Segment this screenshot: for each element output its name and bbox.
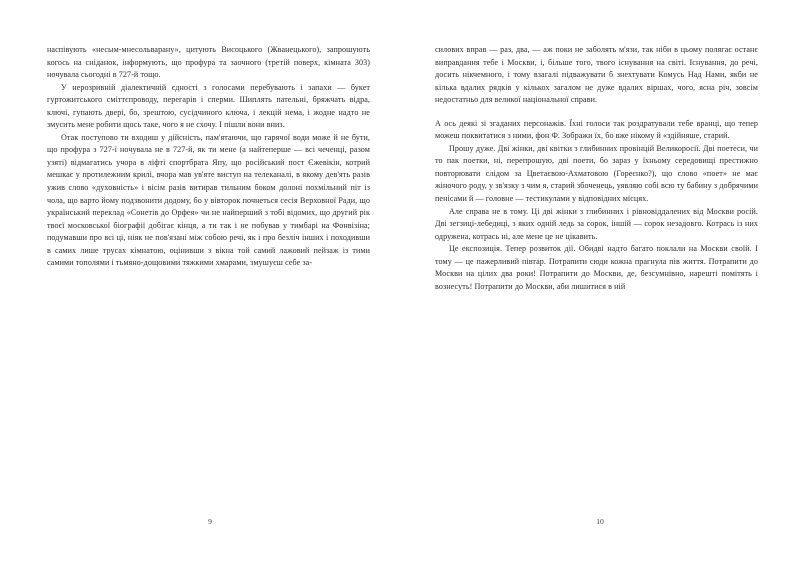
paragraph: Отак поступово ти входиш у дійсність, пам'ятаючи, що гарячої води може й не бути, що профура з 727-ї ночувала не в 727-й, як ти мене (а найтеперше — всі чеченці, разом узяті) відмагатись учора в ліфті спортбрата Япу, що російський пост Єжевікін, котрий мешкає у протилежним крилі, вчора мав ув'яте виступ на телеканалі, в якому дев'ять разів ужив слово «духовність» і вісім разів витирав тильним боком долоні похмільний піт із чола, що варто йому подзвонити додому, бо у вівторок почнеться сесія Верховної Ради, що український переклад «Сонетів до Орфея» чи не найперший з тобі відомих, що другий рік твоєї московської біографії добігає кінця, а ти так і не побував у тимбарі на Фонвізіна; подумавши про всі ці, ніяк не пов'язані між собою речі, як і про безліч інших і походивши в самих лише трусах кімнатою, оцінивши з вікна той самий лажовий пейзаж із тими самими тополями і тьмяно-дощовими тяжкими хмарами, змушуєш себе за- xyxy=(47,132,370,268)
paragraph: У нерозривній діалектичній єдності з голосами перебувають і запахи — букет гуртожитського сміттєпроводу, перегарів і сперми. Шиплять пательні, бряжчать відра, ключі, гупають двері, бо, зрештою, сусідчиного ключа, і лекцій нема, і жодне надто не змусить мене робити щось таке, чого я не схочу. І пішли вони вниз. xyxy=(47,82,370,130)
page-right xyxy=(400,0,800,562)
page-left-text xyxy=(47,44,370,270)
paragraph: наспівують «несым-мнесольварану», цитують Висоцького (Жванецького), запрошують когось на сніданок, інформують, що профура та заочного (третій поверх, кімната 303) ночувала сьогодні в 727-й тощо. xyxy=(47,45,370,80)
page-right-text xyxy=(435,44,758,293)
page-number-right: 10 xyxy=(596,517,604,526)
paragraph: Але справа не в тому. Ці дві жінки з глибинних і рівновіддалених від Москви росій. Дві зегзиці-лебедиці, з яких одній ледь за сорок, іншій — сорок незадовго. Котрась із них одружена, котрась ні, але мене це не цікавить. xyxy=(435,206,758,241)
paragraph: Це експозиція. Тепер розвиток дії. Обидві надто багато поклали на Москви своїй. І тому — це пажерливий півтар. Потрапити сюди кожна прагнула пів життя. Потрапити до Москви на цілих два роки! Потрапити до Москви, де, безсумнівно, нарешті помітять і вознесуть! Потрапити до Москви, аби лишитися в ній xyxy=(435,244,758,291)
paragraph: Прошу дуже. Дві жінки, дві квітки з глибинних провінцій Великоросії. Дві поетеси, чи то пак поетки, ні, перепрошую, дві поети, бо зараз у їхньому середовищі престижно повторювати слідом за Цветаєвою-Ахматовою (Гореєнко?), що слово «поет» не має жіночого роду, у зв'язку з чим я, старий збоченець, уявляю собі всю ту бабину з добрячими пенісами й — головне — тестикулами у відповідних місцях. xyxy=(435,143,758,204)
paragraph: А ось деякі зі згаданих персонажів. Їхні голоси так роздратували тебе вранці, що тепер можеш поквитатися з ними, фон Ф. Зображи їх, бо вже нікому й «здійняше, старий. xyxy=(435,118,758,141)
paragraph: силових вправ — раз, два, — аж поки не заболять м'язи, так ніби в цьому полягає останє виправдання тебе і Москви, і, більше того, твого існування на світі. Існування, до речі, досить нікчемного, і тому взагалі підважувати б знехтувати Комусь Над Нами, якби не кілька вдалих рядків у кількох загалом не дуже вдалих віршах, чого, ясна річ, зовсім недостатньо для великої національної справи. xyxy=(435,45,758,105)
page-number-left: 9 xyxy=(208,517,212,526)
